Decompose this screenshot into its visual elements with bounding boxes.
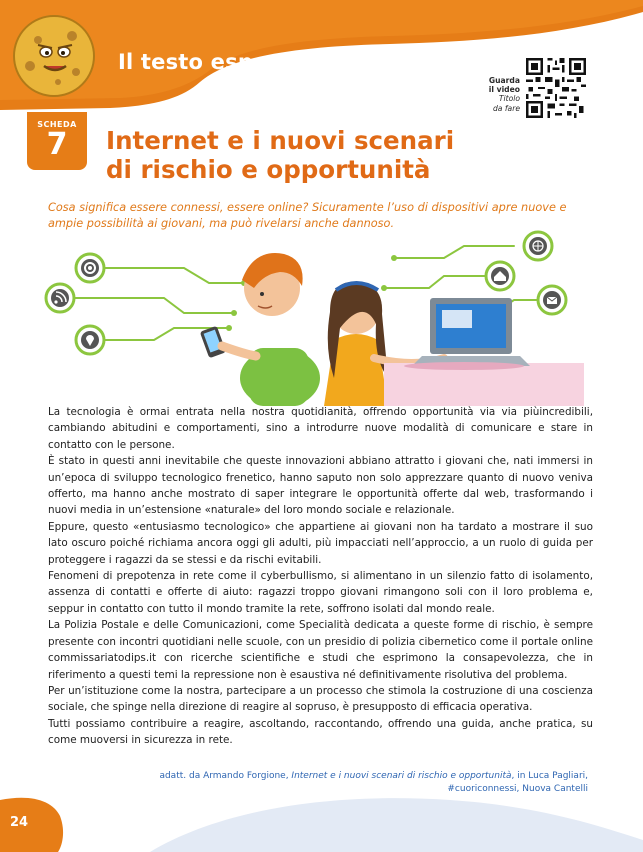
source-line2: #cuoriconnessi, Nuova Cantelli <box>447 784 588 794</box>
body-paragraph-5: La Polizia Postale e delle Comunicazioni, come Specialità dedicata a queste forme di rischio, è sempre presente con incontri quotidiani nelle scuole, con un presidio di polizia cibernetico come il portale online commissariatodips.it con ricerche scientifiche e studi che esprimono la consapevolezza, che in riferimento a questi temi la repressione non è esaustiva né definitivamente risolutiva del problema. <box>48 619 593 681</box>
globe-icon <box>524 232 552 260</box>
body-paragraph-6: Per un’istituzione come la nostra, partecipare a un processo che stimola la costruzione di una coscienza sociale, che spinge nella direzione di reagire al sopruso, è presupposto di efficacia operativa. <box>48 684 593 714</box>
qr-caption-line1: Guarda <box>488 76 520 85</box>
cookie-mascot-icon <box>8 10 100 102</box>
page-number: 24 <box>10 815 29 830</box>
location-pin-icon <box>76 326 104 354</box>
intro-text: Cosa significa essere connessi, essere online? Sicuramente l’uso di dispositivi apre nuove e ampie possibilità ai giovani, ma può rivelarsi anche dannoso. <box>48 201 567 230</box>
scheda-number: 7 <box>46 127 68 162</box>
scheda-badge <box>27 112 87 170</box>
page-title <box>106 126 454 184</box>
body-paragraph-2: È stato in questi anni inevitabile che queste innovazioni abbiano attratto i giovani che, nati immersi in un’epoca di sviluppo tecnologico frenetico, hanno saputo non solo apprezzare quanto di nuovo veniva offerto, ma hanno anche mostrato di saper integrare le opportunità offerte dal web, trasformando i nuovi media in un’estensione «naturale» del loro mondo sociale e relazionale. <box>48 455 593 517</box>
mail-icon <box>538 286 566 314</box>
wifi-icon <box>46 284 74 312</box>
body-paragraph-1: La tecnologia è ormai entrata nella nostra quotidianità, offrendo opportunità via via piùincredibili, cambiando abitudini e comportamenti, sino a introdurre nuove modalità di comunicare e stare in contatto con le persone. <box>48 406 593 451</box>
source-middle: , in Luca Pagliari, <box>511 771 588 781</box>
home-icon <box>486 262 514 290</box>
qr-caption <box>470 76 520 113</box>
qr-code[interactable] <box>526 58 586 118</box>
illustration <box>44 228 584 406</box>
gear-icon <box>76 254 104 282</box>
page-title-line1: Internet e i nuovi scenari <box>106 126 455 155</box>
scheda-label: SCHEDA <box>37 120 77 129</box>
body-paragraph-4: Fenomeni di prepotenza in rete come il cyberbullismo, si alimentano in un silenzio fatto di isolamento, assenza di contatti e offerte di aiuto: ragazzi troppo giovani rimangono soli con il loro problema e, seppur in contatto con tutto il mondo tramite la rete, soffrono isolati dal mondo reale. <box>48 570 593 615</box>
page-title-line2: di rischio e opportunità <box>106 155 431 184</box>
article-body <box>48 404 593 749</box>
source-citation <box>130 770 588 796</box>
section-title: Il testo espositivo <box>118 50 334 74</box>
qr-caption-line3: Titolo <box>498 94 520 104</box>
source-title: Internet e i nuovi scenari di rischio e opportunità <box>291 771 512 781</box>
source-prefix: adatt. da Armando Forgione, <box>159 771 292 781</box>
qr-caption-line2: il video <box>488 85 520 95</box>
body-paragraph-7: Tutti possiamo contribuire a reagire, ascoltando, raccontando, offrendo una guida, anche pratica, su come muoversi in sicurezza in rete. <box>48 717 593 747</box>
boy-figure <box>200 253 320 406</box>
body-paragraph-3: Eppure, questo «entusiasmo tecnologico» che appartiene ai giovani non ha tardato a mostrare il suo lato oscuro poiché richiama ancora oggi gli adulti, più impacciati nell’approccio, a un ruolo di guida per proteggere i ragazzi da se stessi e da rischi evitabili. <box>48 520 593 566</box>
qr-caption-line4: da fare <box>492 103 520 113</box>
